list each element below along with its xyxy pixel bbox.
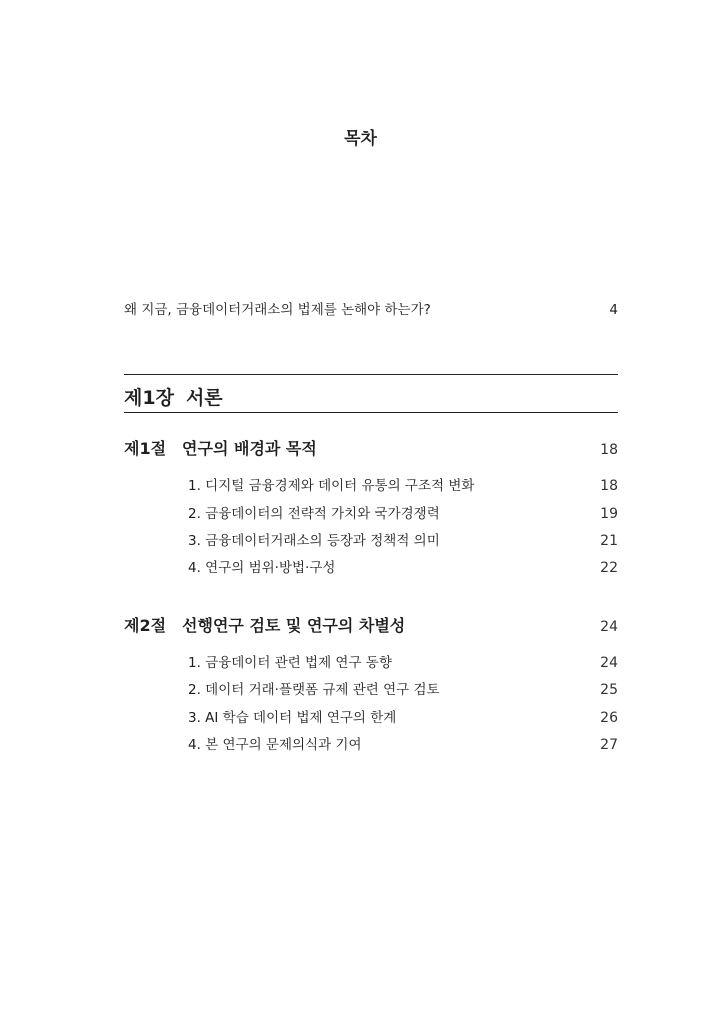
- toc-item-label: 4. 연구의 범위·방법·구성: [188, 560, 336, 576]
- page-title: 목차: [344, 129, 377, 149]
- toc-item-label: 3. 금융데이터거래소의 등장과 정책적 의미: [188, 533, 440, 549]
- toc-item-entry[interactable]: [188, 733, 618, 753]
- toc-item-entry[interactable]: [188, 706, 618, 726]
- toc-page-number: 22: [600, 560, 618, 576]
- section-title: 선행연구 검토 및 연구의 차별성: [182, 616, 406, 635]
- toc-page-number: 26: [600, 710, 618, 726]
- toc-section-entry[interactable]: [124, 436, 618, 459]
- toc-page-number: 18: [600, 478, 618, 494]
- toc-item-entry[interactable]: [188, 556, 618, 576]
- toc-item-label: 2. 금융데이터의 전략적 가치와 국가경쟁력: [188, 506, 440, 522]
- toc-page-number: 18: [600, 442, 618, 458]
- toc-page-number: 4: [609, 302, 618, 318]
- toc-item-entry[interactable]: [188, 651, 618, 671]
- toc-page-number: 21: [600, 533, 618, 549]
- chapter-bottom-rule: [124, 412, 618, 413]
- toc-page-number: 19: [600, 506, 618, 522]
- toc-page-number: 24: [600, 619, 618, 635]
- chapter-top-rule: [124, 374, 618, 375]
- toc-intro-entry[interactable]: [124, 298, 618, 318]
- toc-item-label: 1. 디지털 금융경제와 데이터 유통의 구조적 변화: [188, 478, 475, 494]
- toc-page-number: 27: [600, 737, 618, 753]
- chapter-title: 서론: [185, 387, 223, 409]
- toc-section-entry[interactable]: [124, 613, 618, 636]
- chapter-number: 제1장: [124, 387, 174, 409]
- toc-item-entry[interactable]: [188, 529, 618, 549]
- toc-item-label: 2. 데이터 거래·플랫폼 규제 관련 연구 검토: [188, 682, 440, 698]
- toc-item-label: 1. 금융데이터 관련 법제 연구 동향: [188, 655, 392, 671]
- toc-item-entry[interactable]: [188, 474, 618, 494]
- toc-item-label: 3. AI 학습 데이터 법제 연구의 한계: [188, 710, 397, 726]
- toc-item-entry[interactable]: [188, 678, 618, 698]
- toc-item-label: 4. 본 연구의 문제의식과 기여: [188, 737, 362, 753]
- section-number: 제2절: [124, 616, 167, 635]
- toc-item-entry[interactable]: [188, 502, 618, 522]
- toc-entry-label: 왜 지금, 금융데이터거래소의 법제를 논해야 하는가?: [124, 302, 431, 318]
- section-title: 연구의 배경과 목적: [182, 439, 317, 458]
- chapter-heading[interactable]: [124, 383, 223, 410]
- section-number: 제1절: [124, 439, 167, 458]
- toc-page-number: 24: [600, 655, 618, 671]
- toc-page-number: 25: [600, 682, 618, 698]
